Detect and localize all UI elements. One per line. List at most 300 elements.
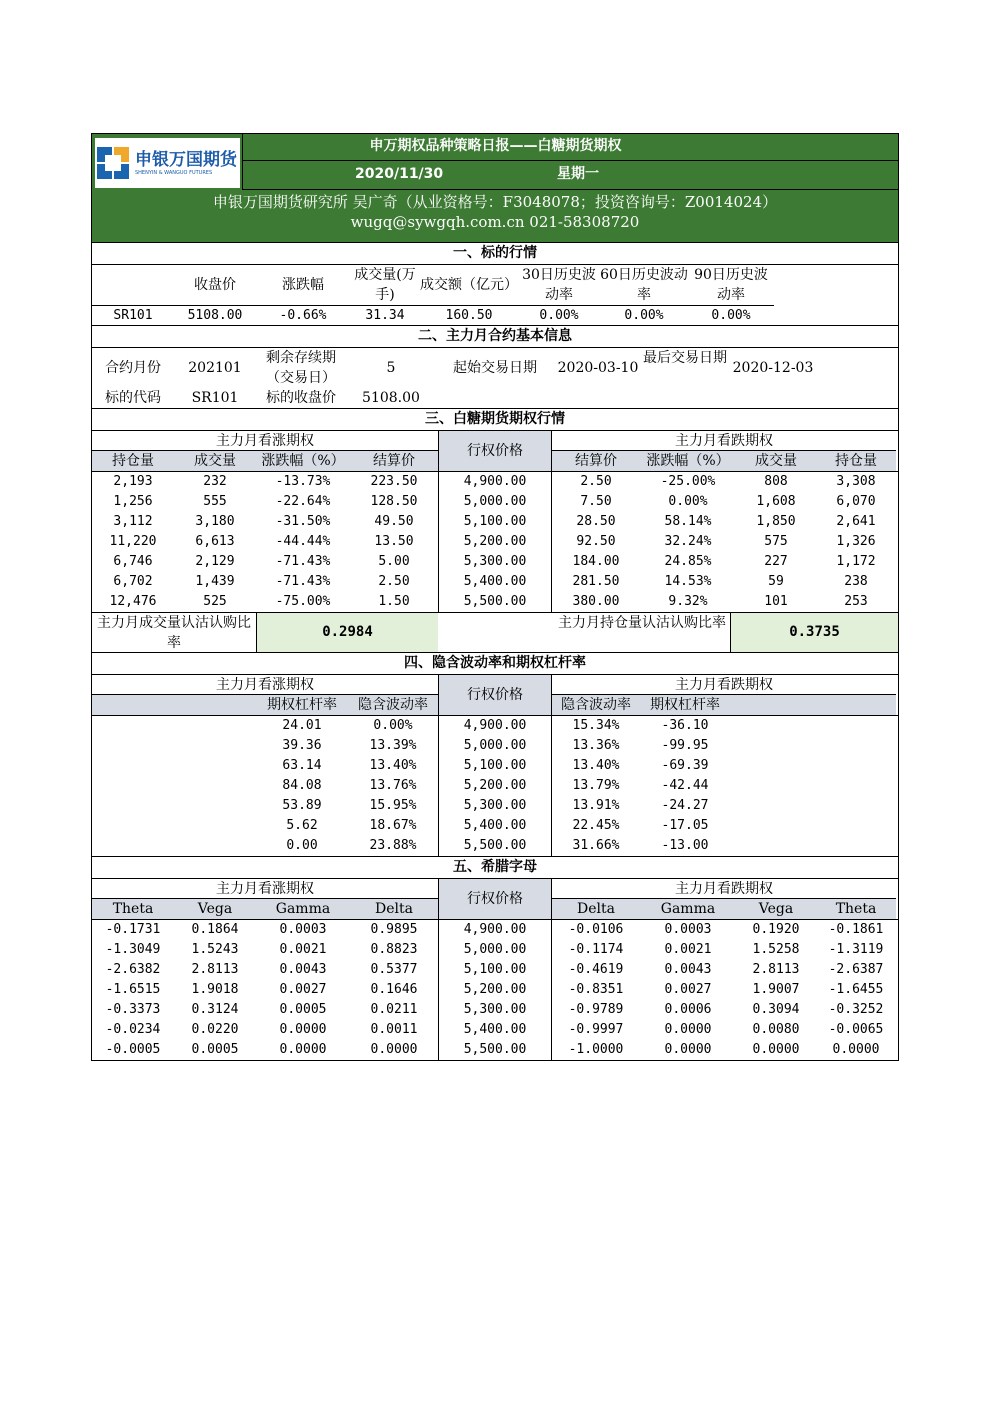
call-cells <box>92 492 438 512</box>
remaining-days-value: 5 <box>386 360 396 376</box>
call-header-group <box>92 431 438 471</box>
put-cells <box>552 816 896 836</box>
call-group-title: 主力月看涨期权 <box>92 431 438 451</box>
call-value-cell: 0.0003 <box>279 922 327 937</box>
put-value-cell: 9.32% <box>668 594 708 609</box>
underlying-code-label: 标的代码 <box>105 390 161 406</box>
put-value-cell: -0.9789 <box>568 1002 624 1017</box>
leverage-cell: -99.95 <box>661 738 709 753</box>
put-header-group <box>552 431 896 471</box>
call-value-cell: 0.9895 <box>370 922 418 937</box>
put-value-cell: -2.6387 <box>828 962 884 977</box>
table-row <box>92 492 898 512</box>
call-value-cell: 0.0011 <box>370 1022 418 1037</box>
iv-cell: 13.79% <box>572 778 620 793</box>
put-cells <box>552 836 896 856</box>
sec3-body <box>92 471 898 612</box>
call-value-cell: 525 <box>203 594 227 609</box>
ratio-spacer <box>438 613 554 652</box>
call-value-cell: 49.50 <box>374 514 414 529</box>
call-value-cell: -31.50% <box>275 514 331 529</box>
put-cells <box>552 592 896 612</box>
sec4-header-block <box>92 675 898 715</box>
call-value-cell: 5.00 <box>378 554 410 569</box>
call-cells <box>92 716 438 736</box>
put-cells <box>552 512 896 532</box>
table-row <box>92 736 898 756</box>
remaining-days-label: 剩余存续期（交易日） <box>266 350 336 386</box>
table-row <box>92 1040 898 1060</box>
put-value-cell: -0.3252 <box>828 1002 884 1017</box>
put-value-cell: 1,172 <box>836 554 876 569</box>
call-col-header: Gamma <box>275 901 331 917</box>
last-date-value: 2020-12-03 <box>732 360 814 376</box>
table-row <box>92 572 898 592</box>
put-cells <box>552 472 896 492</box>
call-header-group <box>92 675 438 715</box>
sec5-body <box>92 919 898 1060</box>
call-col-headers <box>92 899 438 919</box>
sec1-value-cell: 5108.00 <box>174 305 256 325</box>
blank-cell <box>92 796 256 816</box>
volume-pc-ratio-value: 0.2984 <box>256 613 438 652</box>
sec2-row-2 <box>92 388 898 408</box>
report-sheet <box>91 133 899 1061</box>
call-cells <box>92 980 438 1000</box>
call-col-header: Theta <box>112 901 154 917</box>
iv-cell: 0.00% <box>373 718 413 733</box>
table-row <box>92 776 898 796</box>
call-value-cell: 0.0000 <box>279 1022 327 1037</box>
blank-cell <box>92 756 256 776</box>
call-value-cell: 0.1646 <box>370 982 418 997</box>
put-value-cell: -0.1861 <box>828 922 884 937</box>
table-row <box>92 1020 898 1040</box>
call-col-header: 隐含波动率 <box>358 697 428 713</box>
call-value-cell: 0.3124 <box>191 1002 239 1017</box>
put-value-cell: 1.5258 <box>752 942 800 957</box>
put-value-cell: 14.53% <box>664 574 712 589</box>
put-value-cell: -0.8351 <box>568 982 624 997</box>
call-value-cell: -0.0234 <box>105 1022 161 1037</box>
put-col-header: 隐含波动率 <box>561 697 631 713</box>
strike-price-cell: 5,100.00 <box>438 960 552 980</box>
put-value-cell: 1.9007 <box>752 982 800 997</box>
call-value-cell: 2.50 <box>378 574 410 589</box>
put-cells <box>552 1020 896 1040</box>
section-3-title: 三、白糖期货期权行情 <box>92 408 898 431</box>
sec1-header-cell: 60日历史波动率 <box>600 267 688 303</box>
call-col-headers <box>92 451 438 471</box>
strike-price-cell: 5,500.00 <box>438 836 552 856</box>
leverage-cell: 84.08 <box>282 778 322 793</box>
table-row <box>92 472 898 492</box>
put-col-header: Vega <box>758 901 794 917</box>
call-col-header: 结算价 <box>373 453 415 469</box>
call-cells <box>92 836 438 856</box>
blank-cell <box>92 716 256 736</box>
put-col-header: Gamma <box>660 901 716 917</box>
put-col-header: 期权杠杆率 <box>650 697 720 713</box>
put-value-cell: -1.6455 <box>828 982 884 997</box>
put-value-cell: 2,641 <box>836 514 876 529</box>
call-cells <box>92 776 438 796</box>
report-weekday: 星期一 <box>557 166 599 182</box>
table-row <box>92 592 898 612</box>
put-value-cell: 0.1920 <box>752 922 800 937</box>
put-col-header: Theta <box>835 901 877 917</box>
iv-cell: 15.95% <box>369 798 417 813</box>
put-value-cell: 1,326 <box>836 534 876 549</box>
table-row <box>92 1000 898 1020</box>
call-value-cell: 0.0027 <box>279 982 327 997</box>
put-value-cell: 281.50 <box>572 574 620 589</box>
sec1-header-cell: 90日历史波动率 <box>694 267 768 303</box>
iv-cell: 23.88% <box>369 838 417 853</box>
iv-cell: 13.36% <box>572 738 620 753</box>
put-cells <box>552 980 896 1000</box>
call-value-cell: 0.5377 <box>370 962 418 977</box>
start-date-value: 2020-03-10 <box>557 360 639 376</box>
call-value-cell: -0.3373 <box>105 1002 161 1017</box>
sec1-data-row <box>92 305 898 325</box>
put-value-cell: 0.0080 <box>752 1022 800 1037</box>
call-value-cell: -1.6515 <box>105 982 161 997</box>
strike-price-cell: 5,200.00 <box>438 532 552 552</box>
call-value-cell: 1.5243 <box>191 942 239 957</box>
strike-price-cell: 5,500.00 <box>438 1040 552 1060</box>
strike-price-cell: 5,300.00 <box>438 1000 552 1020</box>
table-row <box>92 940 898 960</box>
leverage-cell: -24.27 <box>661 798 709 813</box>
blank-header <box>92 695 256 715</box>
strike-price-cell: 4,900.00 <box>438 472 552 492</box>
call-value-cell: 0.0211 <box>370 1002 418 1017</box>
call-value-cell: 128.50 <box>370 494 418 509</box>
call-value-cell: 2,193 <box>113 474 153 489</box>
iv-cell: 15.34% <box>572 718 620 733</box>
call-value-cell: 11,220 <box>109 534 157 549</box>
section-1-title: 一、标的行情 <box>92 242 898 265</box>
table-row <box>92 796 898 816</box>
strike-header: 行权价格 <box>438 879 552 919</box>
author-block <box>92 192 898 232</box>
put-value-cell: 0.0000 <box>664 1022 712 1037</box>
underlying-code-cell: SR101 <box>92 305 174 325</box>
strike-header: 行权价格 <box>438 431 552 471</box>
strike-price-cell: 5,400.00 <box>438 1020 552 1040</box>
put-value-cell: 1,608 <box>756 494 796 509</box>
call-cells <box>92 1040 438 1060</box>
put-cells <box>552 920 896 940</box>
leverage-cell: 53.89 <box>282 798 322 813</box>
put-col-headers <box>552 451 896 471</box>
call-cells <box>92 796 438 816</box>
section-5-title: 五、希腊字母 <box>92 856 898 879</box>
call-cells <box>92 940 438 960</box>
put-col-headers <box>552 899 896 919</box>
sec1-value-cell: 31.34 <box>350 305 420 325</box>
put-col-headers <box>552 695 896 715</box>
call-cells <box>92 572 438 592</box>
iv-cell: 13.40% <box>572 758 620 773</box>
sec1-value-cell: 0.00% <box>688 305 774 325</box>
blank-cell <box>92 776 256 796</box>
sec1-value-cell: 0.00% <box>600 305 688 325</box>
call-value-cell: 0.0043 <box>279 962 327 977</box>
call-cells <box>92 592 438 612</box>
contract-month-value: 202101 <box>188 360 242 376</box>
call-header-group <box>92 879 438 919</box>
put-cells <box>552 492 896 512</box>
put-value-cell: 0.0043 <box>664 962 712 977</box>
table-row <box>92 920 898 940</box>
strike-price-cell: 4,900.00 <box>438 920 552 940</box>
leverage-cell: 0.00 <box>286 838 318 853</box>
call-value-cell: -75.00% <box>275 594 331 609</box>
call-value-cell: 1,256 <box>113 494 153 509</box>
call-value-cell: 0.0000 <box>370 1042 418 1057</box>
iv-cell: 13.40% <box>369 758 417 773</box>
call-col-header: Vega <box>197 901 233 917</box>
call-value-cell: 1,439 <box>195 574 235 589</box>
put-header-group <box>552 879 896 919</box>
call-value-cell: 12,476 <box>109 594 157 609</box>
call-value-cell: -2.6382 <box>105 962 161 977</box>
call-value-cell: -0.1731 <box>105 922 161 937</box>
logo-subtext: SHENYIN & WANGUO FUTURES <box>135 169 213 176</box>
sec5-header-block <box>92 879 898 919</box>
table-row <box>92 512 898 532</box>
put-col-header: 持仓量 <box>835 453 877 469</box>
call-value-cell: -71.43% <box>275 554 331 569</box>
call-value-cell: 0.0220 <box>191 1022 239 1037</box>
report-header <box>92 134 898 242</box>
call-value-cell: 3,112 <box>113 514 153 529</box>
underlying-close-label: 标的收盘价 <box>266 390 336 406</box>
strike-price-cell: 5,200.00 <box>438 980 552 1000</box>
put-value-cell: 59 <box>768 574 784 589</box>
call-value-cell: -44.44% <box>275 534 331 549</box>
put-cells <box>552 552 896 572</box>
call-value-cell: 6,613 <box>195 534 235 549</box>
put-cells <box>552 736 896 756</box>
put-value-cell: 58.14% <box>664 514 712 529</box>
iv-cell: 13.76% <box>369 778 417 793</box>
call-value-cell: 6,746 <box>113 554 153 569</box>
call-value-cell: 6,702 <box>113 574 153 589</box>
call-value-cell: -71.43% <box>275 574 331 589</box>
put-value-cell: -0.9997 <box>568 1022 624 1037</box>
put-cells <box>552 960 896 980</box>
section-2-title: 二、主力月合约基本信息 <box>92 325 898 348</box>
table-row <box>92 980 898 1000</box>
put-col-header: 涨跌幅（%） <box>646 453 730 469</box>
call-value-cell: 232 <box>203 474 227 489</box>
put-value-cell: 0.0006 <box>664 1002 712 1017</box>
leverage-cell: -69.39 <box>661 758 709 773</box>
sec1-header-cell: 成交量(万手) <box>354 267 416 303</box>
call-cells <box>92 736 438 756</box>
leverage-cell: -17.05 <box>661 818 709 833</box>
call-cells <box>92 960 438 980</box>
oi-pc-ratio-value: 0.3735 <box>730 613 898 652</box>
leverage-cell: 63.14 <box>282 758 322 773</box>
iv-cell: 18.67% <box>369 818 417 833</box>
put-value-cell: 380.00 <box>572 594 620 609</box>
call-value-cell: 0.0005 <box>279 1002 327 1017</box>
put-value-cell: -0.4619 <box>568 962 624 977</box>
table-row <box>92 532 898 552</box>
table-row <box>92 756 898 776</box>
leverage-cell: 24.01 <box>282 718 322 733</box>
blank-cell <box>92 816 256 836</box>
blank-cell <box>92 736 256 756</box>
strike-price-cell: 5,000.00 <box>438 736 552 756</box>
put-header-group <box>552 675 896 715</box>
leverage-cell: 39.36 <box>282 738 322 753</box>
call-cells <box>92 920 438 940</box>
table-row <box>92 552 898 572</box>
put-value-cell: -0.0065 <box>828 1022 884 1037</box>
call-cells <box>92 756 438 776</box>
put-value-cell: 0.0003 <box>664 922 712 937</box>
sec1-value-cell: 160.50 <box>420 305 518 325</box>
logo-text: 申银万国期货 <box>135 149 237 170</box>
call-value-cell: 1.50 <box>378 594 410 609</box>
strike-price-cell: 5,300.00 <box>438 552 552 572</box>
sec4-body <box>92 715 898 856</box>
volume-pc-ratio-label: 主力月成交量认沽认购比率 <box>97 615 251 651</box>
sec3-ratio-row <box>92 612 898 652</box>
leverage-cell: 5.62 <box>286 818 318 833</box>
put-cells <box>552 756 896 776</box>
put-value-cell: -0.0106 <box>568 922 624 937</box>
sec1-header-cell <box>92 265 174 305</box>
put-value-cell: 0.0000 <box>664 1042 712 1057</box>
table-row <box>92 960 898 980</box>
put-value-cell: 2.50 <box>580 474 612 489</box>
call-value-cell: 2.8113 <box>191 962 239 977</box>
iv-cell: 13.91% <box>572 798 620 813</box>
put-value-cell: -25.00% <box>660 474 716 489</box>
sec1-header-cell: 30日历史波动率 <box>522 267 596 303</box>
table-row <box>92 816 898 836</box>
call-col-header: 涨跌幅（%） <box>261 453 345 469</box>
sec1-value-cell: 0.00% <box>518 305 600 325</box>
call-col-header: 期权杠杆率 <box>267 697 337 713</box>
put-cells <box>552 572 896 592</box>
sec1-header-cell: 收盘价 <box>194 277 236 293</box>
call-cells <box>92 532 438 552</box>
call-value-cell: 0.0000 <box>279 1042 327 1057</box>
call-value-cell: 223.50 <box>370 474 418 489</box>
put-value-cell: 184.00 <box>572 554 620 569</box>
call-value-cell: -0.0005 <box>105 1042 161 1057</box>
put-value-cell: 24.85% <box>664 554 712 569</box>
put-value-cell: 0.3094 <box>752 1002 800 1017</box>
put-value-cell: -0.1174 <box>568 942 624 957</box>
put-value-cell: -1.3119 <box>828 942 884 957</box>
put-group-title: 主力月看跌期权 <box>552 675 896 695</box>
section-4-title: 四、隐含波动率和期权杠杆率 <box>92 652 898 675</box>
put-value-cell: 808 <box>764 474 788 489</box>
put-value-cell: 101 <box>764 594 788 609</box>
iv-cell: 22.45% <box>572 818 620 833</box>
strike-header: 行权价格 <box>438 675 552 715</box>
report-date: 2020/11/30 <box>355 166 444 182</box>
put-value-cell: 0.0021 <box>664 942 712 957</box>
put-value-cell: 3,308 <box>836 474 876 489</box>
strike-price-cell: 5,100.00 <box>438 756 552 776</box>
put-value-cell: 6,070 <box>836 494 876 509</box>
table-row <box>92 836 898 856</box>
call-col-headers <box>92 695 438 715</box>
call-value-cell: -22.64% <box>275 494 331 509</box>
put-value-cell: 7.50 <box>580 494 612 509</box>
title-cell <box>242 134 898 161</box>
table-row <box>92 716 898 736</box>
put-value-cell: 92.50 <box>576 534 616 549</box>
sec1-value-cell: -0.66% <box>256 305 350 325</box>
underlying-code-value: SR101 <box>191 390 239 406</box>
leverage-cell: -13.00 <box>661 838 709 853</box>
call-cells <box>92 1020 438 1040</box>
author-line: 申银万国期货研究所 吴广奇（从业资格号：F3048078；投资咨询号：Z0014024） <box>212 193 778 211</box>
strike-price-cell: 5,400.00 <box>438 816 552 836</box>
strike-price-cell: 5,300.00 <box>438 796 552 816</box>
call-value-cell: 555 <box>203 494 227 509</box>
call-cells <box>92 552 438 572</box>
put-value-cell: 227 <box>764 554 788 569</box>
put-cells <box>552 940 896 960</box>
call-value-cell: 0.1864 <box>191 922 239 937</box>
put-cells <box>552 1000 896 1020</box>
put-cells <box>552 532 896 552</box>
strike-price-cell: 4,900.00 <box>438 716 552 736</box>
put-col-header: 成交量 <box>755 453 797 469</box>
contact-line: wugq@sywgqh.com.cn 021-58308720 <box>350 213 640 231</box>
call-cells <box>92 1000 438 1020</box>
put-value-cell: 32.24% <box>664 534 712 549</box>
call-value-cell: 0.0021 <box>279 942 327 957</box>
put-value-cell: 0.00% <box>668 494 708 509</box>
sec1-header-row <box>92 265 898 305</box>
sec1-header-cell: 成交额（亿元） <box>420 277 518 293</box>
call-col-header: 持仓量 <box>112 453 154 469</box>
strike-price-cell: 5,000.00 <box>438 492 552 512</box>
call-value-cell: 2,129 <box>195 554 235 569</box>
oi-pc-ratio-label: 主力月持仓量认沽认购比率 <box>558 615 726 631</box>
call-group-title: 主力月看涨期权 <box>92 879 438 899</box>
sec2-row-1 <box>92 348 898 388</box>
start-date-label: 起始交易日期 <box>453 360 537 376</box>
call-value-cell: 3,180 <box>195 514 235 529</box>
sec1-header-cell: 涨跌幅 <box>282 277 324 293</box>
call-value-cell: 1.9018 <box>191 982 239 997</box>
blank-cell <box>92 836 256 856</box>
date-row <box>242 160 898 190</box>
strike-price-cell: 5,200.00 <box>438 776 552 796</box>
put-col-header: 结算价 <box>575 453 617 469</box>
put-cells <box>552 796 896 816</box>
put-value-cell: 575 <box>764 534 788 549</box>
strike-price-cell: 5,400.00 <box>438 572 552 592</box>
iv-cell: 13.39% <box>369 738 417 753</box>
put-group-title: 主力月看跌期权 <box>552 879 896 899</box>
leverage-cell: -42.44 <box>661 778 709 793</box>
put-value-cell: 0.0000 <box>832 1042 880 1057</box>
